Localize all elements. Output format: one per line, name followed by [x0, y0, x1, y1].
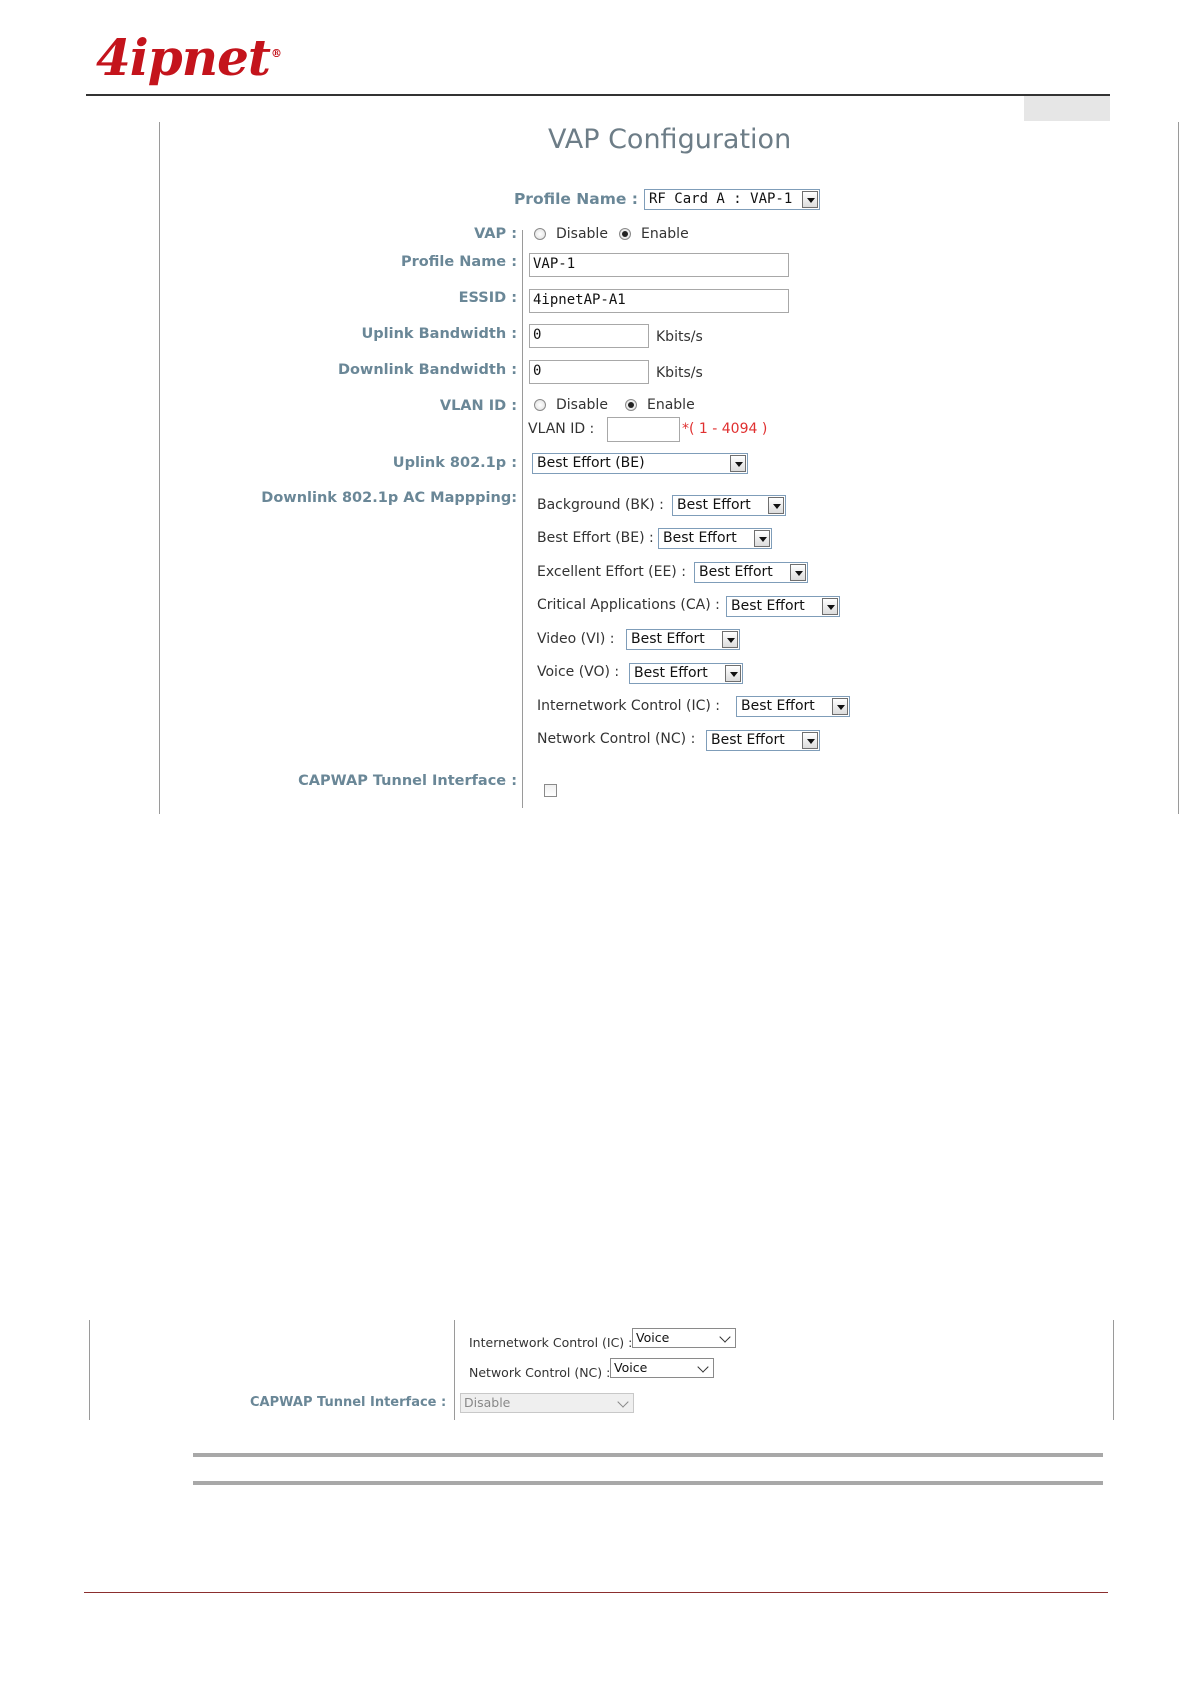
mapping-label-be: Best Effort (BE) : — [537, 530, 654, 546]
chevron-down-icon — [617, 1396, 628, 1407]
logo: 4ipnet® — [96, 28, 282, 87]
header-divider — [86, 94, 1110, 96]
mapping-select-vo[interactable]: Best Effort — [629, 663, 743, 684]
form-column-divider — [522, 230, 523, 808]
essid-label: ESSID : — [458, 290, 517, 306]
vlan-enable-radio[interactable] — [625, 399, 637, 411]
downlink-bandwidth-label: Downlink Bandwidth : — [337, 362, 517, 378]
capwap-checkbox[interactable] — [544, 784, 557, 797]
chevron-down-icon — [802, 732, 818, 749]
mapping-label-nc: Network Control (NC) : — [537, 731, 696, 747]
vlan-disable-radio[interactable] — [534, 399, 546, 411]
mapping-select-ca[interactable]: Best Effort — [726, 596, 840, 617]
gray-rule-bottom — [193, 1481, 1103, 1485]
nc-select[interactable]: Voice — [610, 1358, 714, 1378]
chevron-down-icon — [719, 1331, 730, 1342]
mapping-label-vo: Voice (VO) : — [537, 664, 620, 680]
frame2-left-border — [89, 1320, 90, 1420]
mapping-label-ca: Critical Applications (CA) : — [537, 597, 720, 613]
chevron-down-icon — [832, 698, 848, 715]
page-title: VAP Configuration — [548, 124, 792, 155]
downlink-mapping-label: Downlink 802.1p AC Mappping: — [261, 490, 517, 506]
profile-name-label: Profile Name : — [400, 254, 517, 270]
uplink-8021p-label: Uplink 802.1p : — [392, 455, 517, 471]
header-tab — [1024, 96, 1110, 121]
frame2-column-divider — [454, 1320, 455, 1420]
chevron-down-icon — [802, 191, 818, 208]
chevron-down-icon — [790, 564, 806, 581]
frame2-right-border — [1113, 1320, 1114, 1420]
mapping-select-bk[interactable]: Best Effort — [672, 495, 786, 516]
mapping-select-vi[interactable]: Best Effort — [626, 629, 740, 650]
mapping-select-nc[interactable]: Best Effort — [706, 730, 820, 751]
chevron-down-icon — [697, 1361, 708, 1372]
vlan-label: VLAN ID : — [439, 398, 517, 414]
frame-left-border — [159, 122, 160, 814]
uplink-bandwidth-label: Uplink Bandwidth : — [361, 326, 517, 342]
vlan-id-label: VLAN ID : — [528, 421, 595, 437]
ic-select[interactable]: Voice — [632, 1328, 736, 1348]
profile-name-input[interactable]: VAP-1 — [529, 253, 789, 277]
mapping-select-be[interactable]: Best Effort — [658, 528, 772, 549]
mapping-label-ic: Internetwork Control (IC) : — [537, 698, 720, 714]
vlan-range-hint: *( 1 - 4094 ) — [682, 421, 768, 437]
mapping-label-ee: Excellent Effort (EE) : — [537, 564, 686, 580]
chevron-down-icon — [768, 497, 784, 514]
mapping-select-ee[interactable]: Best Effort — [694, 562, 808, 583]
chevron-down-icon — [754, 530, 770, 547]
frame-right-border — [1178, 122, 1179, 814]
uplink-8021p-select[interactable]: Best Effort (BE) — [532, 453, 748, 474]
profile-select[interactable]: RF Card A : VAP-1 — [644, 189, 820, 210]
chevron-down-icon — [730, 455, 746, 472]
vlan-enable-label: Enable — [647, 397, 695, 413]
footer-divider — [84, 1592, 1108, 1593]
chevron-down-icon — [722, 631, 738, 648]
chevron-down-icon — [822, 598, 838, 615]
vap-label: VAP : — [474, 226, 517, 242]
mapping-select-ic[interactable]: Best Effort — [736, 696, 850, 717]
capwap2-label: CAPWAP Tunnel Interface : — [250, 1395, 447, 1410]
capwap-label: CAPWAP Tunnel Interface : — [298, 773, 517, 789]
downlink-bandwidth-input[interactable]: 0 — [529, 360, 649, 384]
profile-selector-label: Profile Name : — [513, 190, 638, 208]
mapping-label-vi: Video (VI) : — [537, 631, 615, 647]
vap-enable-radio[interactable] — [619, 228, 631, 240]
vap-enable-label: Enable — [641, 226, 689, 242]
mapping-label-bk: Background (BK) : — [537, 497, 664, 513]
nc-label: Network Control (NC) : — [469, 1365, 611, 1380]
uplink-bandwidth-unit: Kbits/s — [656, 329, 703, 345]
vlan-disable-label: Disable — [556, 397, 608, 413]
vlan-id-input[interactable] — [607, 417, 680, 442]
capwap-select[interactable]: Disable — [460, 1393, 634, 1413]
ic-label: Internetwork Control (IC) : — [469, 1335, 633, 1350]
vap-disable-label: Disable — [556, 226, 608, 242]
uplink-bandwidth-input[interactable]: 0 — [529, 324, 649, 348]
downlink-bandwidth-unit: Kbits/s — [656, 365, 703, 381]
chevron-down-icon — [725, 665, 741, 682]
gray-rule-top — [193, 1453, 1103, 1457]
essid-input[interactable]: 4ipnetAP-A1 — [529, 289, 789, 313]
vap-disable-radio[interactable] — [534, 228, 546, 240]
